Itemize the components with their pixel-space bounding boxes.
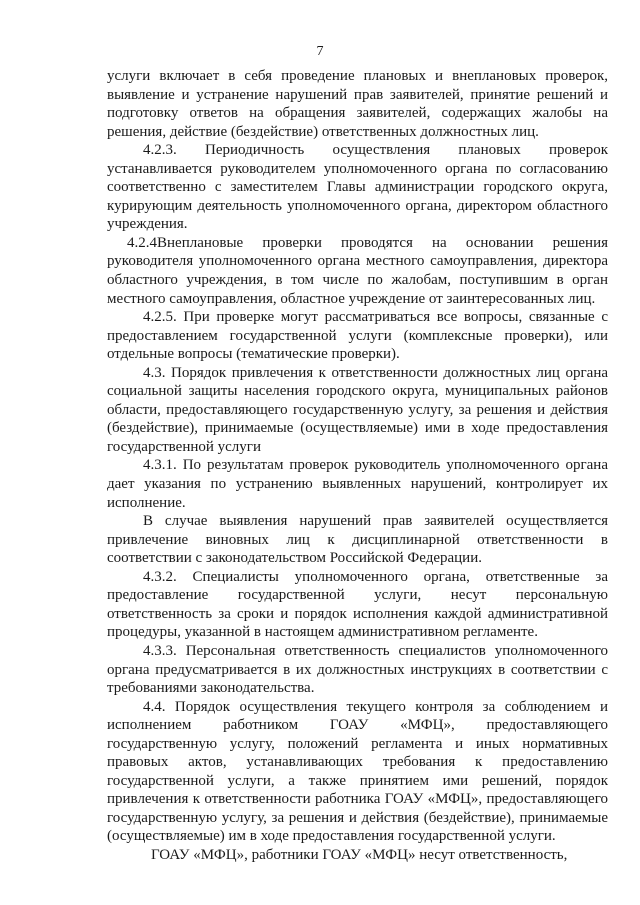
paragraph-services-control: услуги включает в себя проведение плановых и внеплановых проверок, выявление и устранение нарушений прав заявителей, принятие решений и подготовку ответов на обращения заявителей, содержащих жалобы на решения, действие (бездействие) ответственных должностных лиц. bbox=[107, 68, 608, 140]
paragraph-4-3-1: 4.3.1. По результатам проверок руководитель уполномоченного органа дает указания по устранению выявленных нарушений, контролирует их исполнение. bbox=[107, 457, 608, 511]
paragraph-mfc-responsibility: ГОАУ «МФЦ», работники ГОАУ «МФЦ» несут ответственность, bbox=[151, 846, 568, 863]
page-number: 7 bbox=[316, 44, 324, 59]
paragraph-4-4: 4.4. Порядок осуществления текущего контроля за соблюдением и исполнением работником ГОАУ «МФЦ», предоставляющего государственную услугу, положений регламента и иных нормативных правовых актов, устанавливающих требования к предоставлению государственной услуги, а также принятием ими решений, порядок привлечения к ответственности работника ГОАУ «МФЦ», предоставляющего государственную услугу, за решения и действия (бездействие), принимаемые (осуществляемые) им в ходе предоставления государственной услуги. bbox=[107, 698, 608, 845]
paragraph-4-2-5: 4.2.5. При проверке могут рассматриваться все вопросы, связанные с предоставлением государственной услуги (комплексные проверки), или отдельные вопросы (тематические проверки). bbox=[107, 309, 608, 363]
document-body bbox=[107, 67, 608, 865]
paragraph-4-2-4: 4.2.4Внеплановые проверки проводятся на основании решения руководителя уполномоченного органа местного самоуправления, директора областного учреждения, в том числе по жалобам, поступившим в орган местного самоуправления, областное учреждение от заинтересованных лиц. bbox=[107, 234, 608, 307]
paragraph-4-3-2: 4.3.2. Специалисты уполномоченного органа, ответственные за предоставление государственной услуги, несут персональную ответственность за сроки и порядок исполнения каждой административной процедуры, указанной в настоящем административном регламенте. bbox=[107, 568, 608, 641]
paragraph-4-3-3: 4.3.3. Персональная ответственность специалистов уполномоченного органа предусматривается в их должностных инструкциях в соответствии с требованиями законодательства. bbox=[107, 642, 608, 697]
paragraph-violations: В случае выявления нарушений прав заявителей осуществляется привлечение виновных лиц к дисциплинарной ответственности в соответствии с законодательством Российской Федерации. bbox=[107, 513, 608, 567]
paragraph-4-2-3: 4.2.3. Периодичность осуществления плановых проверок устанавливается руководителем уполномоченного органа по согласованию соответственно с заместителем Главы администрации городского округа, курирующим деятельность уполномоченного органа, директором областного учреждения. bbox=[107, 142, 608, 233]
paragraph-4-3: 4.3. Порядок привлечения к ответственности должностных лиц органа социальной защиты населения городского округа, муниципальных районов области, предоставляющего государственную услугу, за решения и действия (бездействие), принимаемые (осуществляемые) ими в ходе предоставления государственной услуги bbox=[107, 364, 608, 455]
